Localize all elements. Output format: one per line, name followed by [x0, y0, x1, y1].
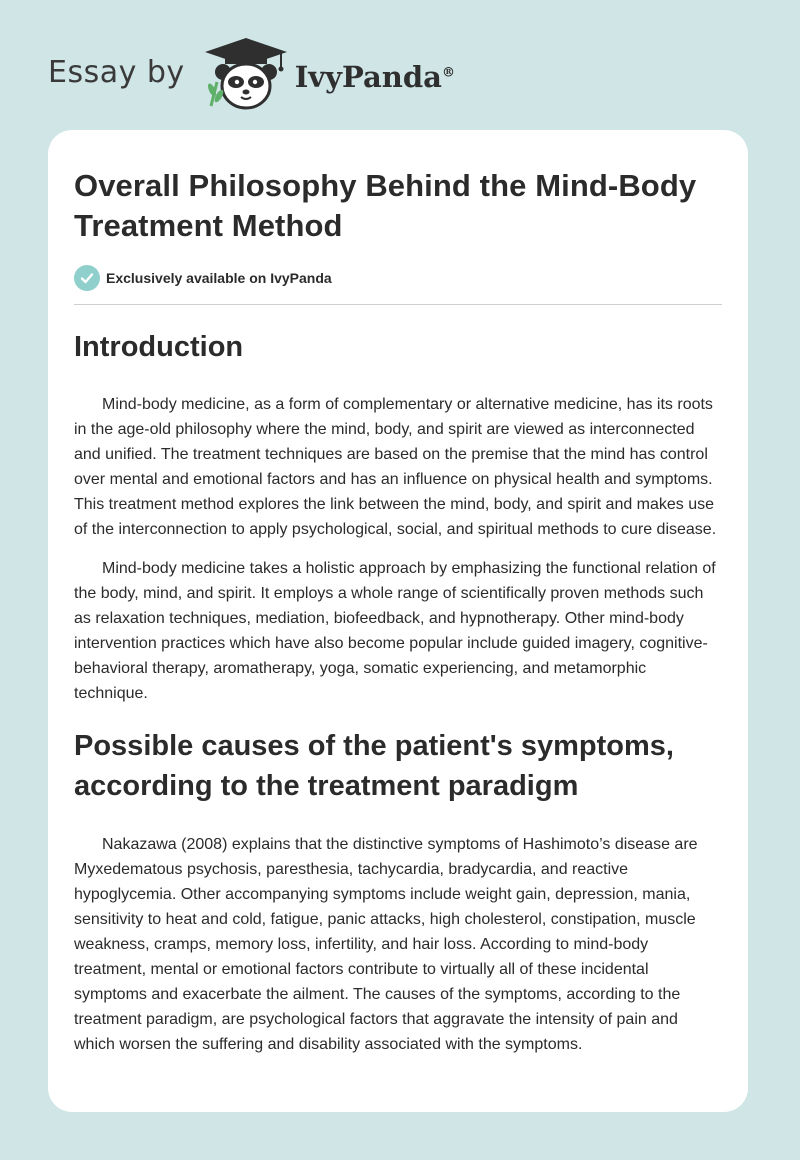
check-circle-icon [74, 265, 100, 291]
section-heading-possible-causes: Possible causes of the patient's symptoms, according to the treatment paradigm [74, 730, 674, 802]
brand-name-text: IvyPanda [294, 60, 442, 94]
panda-graduate-logo-icon[interactable] [201, 36, 291, 112]
divider [74, 304, 722, 305]
paragraph: Mind-body medicine takes a holistic approach by emphasizing the functional relation of the body, mind, and spirit. It employs a whole range of scientifically proven methods such as relaxation techniques, mediation, biofeedback, and hypnotherapy. Other mind-body intervention practices which have also become popular include guided imagery, cognitive-behavioral therapy, aromatherapy, yoga, somatic experiencing, and metamorphic technique. [74, 560, 716, 702]
brand-name[interactable] [295, 60, 455, 94]
paragraph: Nakazawa (2008) explains that the distinctive symptoms of Hashimoto’s disease are Myxedematous psychosis, paresthesia, tachycardia, bradycardia, and reactive hypoglycemia. Other accompanying symptoms include weight gain, depression, mania, sensitivity to heat and cold, fatigue, panic attacks, high cholesterol, constipation, muscle weakness, cramps, memory loss, infertility, and hair loss. According to mind-body treatment, mental or emotional factors contribute to virtually all of these incidental symptoms and exacerbate the ailment. The causes of the symptoms, according to the treatment paradigm, are psychological factors that aggravate the intensity of pain and which worsen the suffering and disability associated with the symptoms. [74, 836, 698, 1053]
essay-by-label: Essay by [48, 54, 185, 90]
section-heading-introduction: Introduction [74, 331, 244, 363]
registered-mark: ® [441, 65, 455, 81]
paragraph: Mind-body medicine, as a form of complementary or alternative medicine, has its roots in the age-old philosophy where the mind, body, and spirit are viewed as interconnected and unified. The treatment techniques are based on the premise that the mind has control over mental and emotional factors and has an influence on physical health and symptoms. This treatment method explores the link between the mind, body, and spirit and makes use of the interconnection to apply psychological, social, and spiritual methods to cure disease. [74, 396, 717, 538]
exclusive-badge [74, 264, 722, 292]
site-header [48, 34, 455, 114]
essay-card [48, 130, 748, 1112]
page-title: Overall Philosophy Behind the Mind-Body Treatment Method [74, 168, 697, 243]
exclusive-badge-text: Exclusively available on IvyPanda [106, 270, 332, 286]
